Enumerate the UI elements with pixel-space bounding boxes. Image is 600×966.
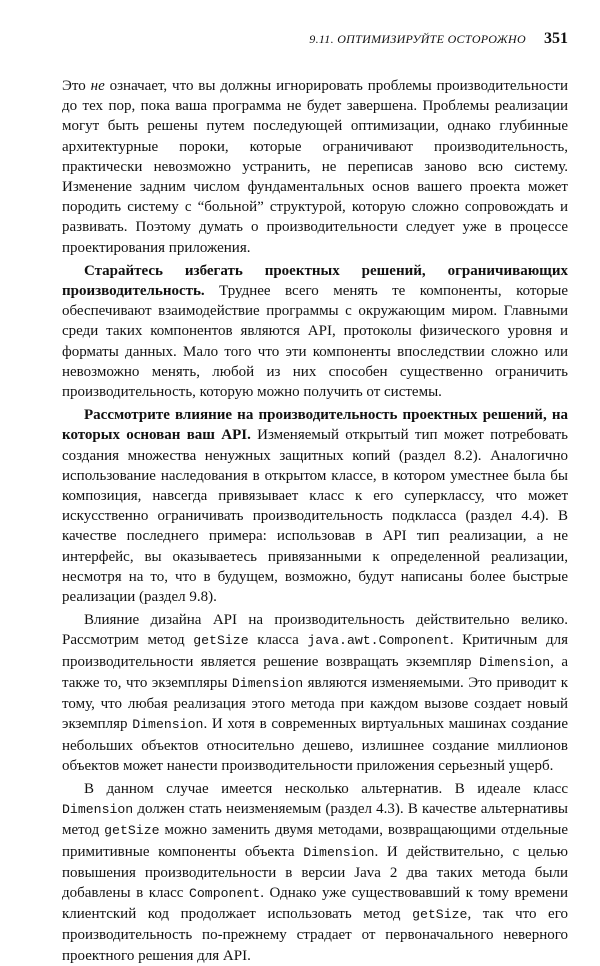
- code-dimension: Dimension: [478, 654, 551, 670]
- bold-lead: Старайтесь избегать проектных решений, ограничивающих производительность.: [62, 262, 568, 300]
- emphasis: не: [90, 78, 105, 94]
- text-run: Влияние дизайна API на производительность действительно велико. Рассмотрим метод: [62, 612, 568, 649]
- code-dimension: Dimension: [62, 802, 134, 818]
- code-component-class: java.awt.Component: [307, 633, 450, 649]
- text-run: Труднее всего менять те компоненты, которые обеспечивают взаимодействие программы с окружающим миром. Главными среди таких компонентов являются API, протоколы физического уровня и форматы данных. Мало того что эти компоненты впоследствии сложно или невозможно менять, любой из них способен существенно ограничить производительность, которую можно получить от системы.: [62, 283, 568, 401]
- paragraph-3: [62, 405, 568, 607]
- text-run: , а также то, что экземпляры: [62, 653, 568, 691]
- text-run: можно заменить двумя методами, возвращающими отдельные примитивные компоненты объекта: [62, 822, 568, 860]
- running-title: 9.11. ОПТИМИЗИРУЙТЕ ОСТОРОЖНО: [309, 32, 526, 46]
- text-run: означает, что вы должны игнорировать проблемы производительности до тех пор, пока ваша программа не будет завершена. Проблемы реализации могут быть решены путем последующей оптимизации, однако глубинные архитектурные пороки, которые ограничивают производительность, практически невозможно устранить, не переписав заново всю систему. Изменение задним числом фундаментальных основ вашего проекта может породить систему с “больной” структурой, которую сложно сопровождать и развивать. Поэтому думать о производительности следует уже в процессе проектирования приложения.: [62, 78, 568, 256]
- body-text: [62, 76, 568, 966]
- code-dimension: Dimension: [303, 844, 375, 860]
- text-run: являются изменяемыми. Это приводит к тому, что любая реализация этого метода при каждом вызове создает новый экземпляр: [62, 674, 568, 733]
- text-run: Изменяемый открытый тип может потребовать создания множества ненужных защитных копий (раздел 8.2). Аналогично использование наследования в открытом классе, в котором уместнее была бы композиция, навсегда привязывает класс к его суперклассу, что может искусственно ограничивать производительность подкласса (раздел 4.4). В качестве последнего примера: использовав в API тип реализации, а не интерфейс, вы оказываетесь привязанными к определенной реализации, несмотря на то, что в будущем, возможно, будут написаны более быстрые реализации (раздел 9.8).: [62, 427, 568, 606]
- bold-lead: Рассмотрите влияние на производительность проектных решений, на которых основан ваш API.: [62, 407, 568, 444]
- code-getsize: getSize: [104, 823, 160, 839]
- paragraph-1: [62, 76, 568, 258]
- code-component: Component: [188, 885, 261, 901]
- text-run: В данном случае имеется несколько альтернатив. В идеале класс: [84, 780, 568, 797]
- text-run: класса: [248, 632, 308, 649]
- paragraph-4: [62, 610, 568, 776]
- code-dimension: Dimension: [231, 675, 304, 691]
- text-run: . Однако уже существовавший к тому времени клиентский код продолжает использовать метод: [62, 884, 568, 923]
- text-run: . И хотя в современных виртуальных машинах создание небольших объектов относительно дешево, излишнее создание миллионов объектов может нанести производительности приложения серьезный ущерб.: [62, 716, 568, 774]
- code-getsize: getSize: [193, 633, 249, 649]
- text-run: должен стать неизменяемым (раздел 4.3). В качестве альтернативы метод: [62, 801, 568, 839]
- text-run: Это: [62, 78, 91, 94]
- page-header: [62, 30, 568, 52]
- code-dimension: Dimension: [132, 717, 204, 733]
- paragraph-5: [62, 779, 568, 966]
- paragraph-2: [62, 261, 568, 402]
- page-number: 351: [544, 30, 568, 47]
- text-run: , так что его производительность по-прежнему страдает от первоначального неверного проектного решения для API.: [62, 906, 568, 964]
- code-getsize: getSize: [412, 907, 468, 923]
- text-run: . И действительно, с целью повышения производительности в версии Java 2 два таких метода были добавлены в класс: [62, 843, 568, 901]
- text-run: . Критичным для производительности является решение возвращать экземпляр: [62, 632, 568, 670]
